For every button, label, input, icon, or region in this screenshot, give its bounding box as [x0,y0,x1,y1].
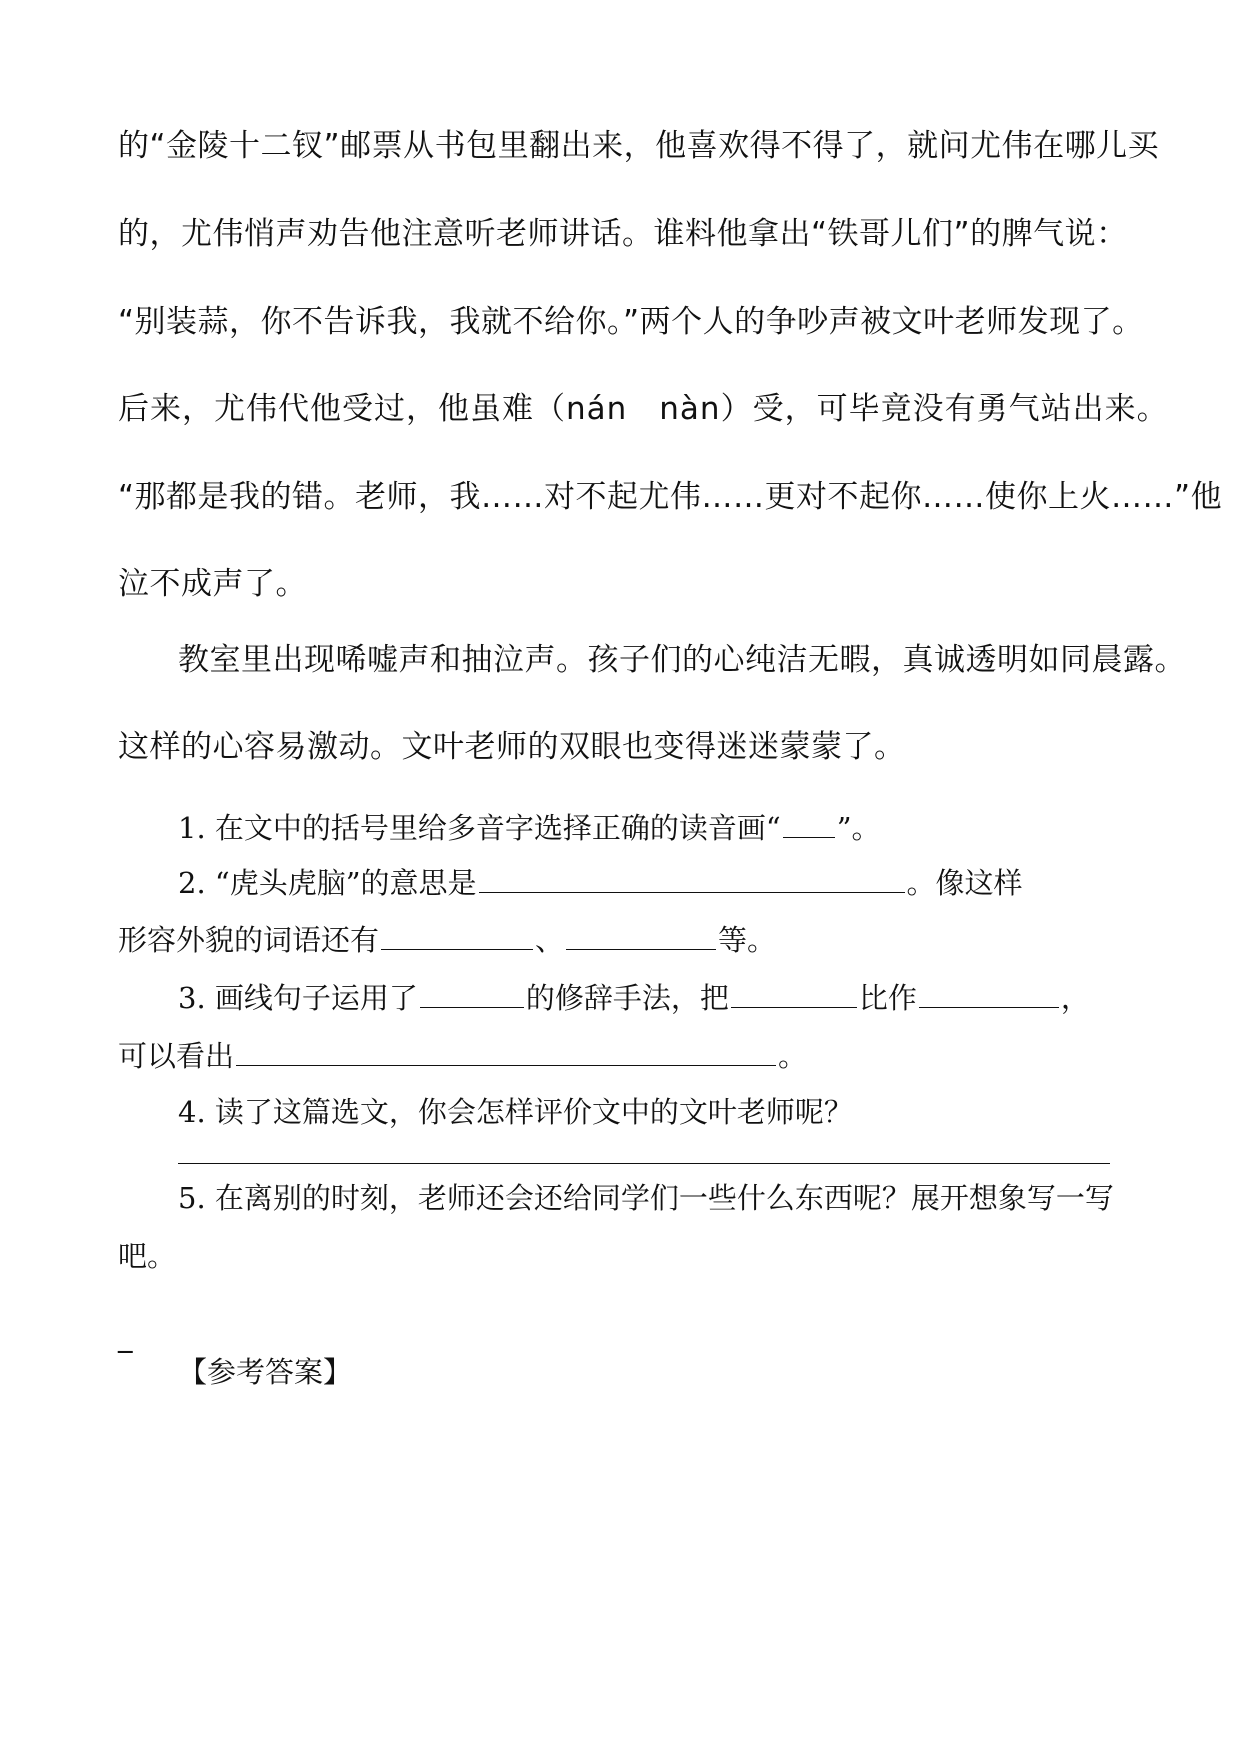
question-1 [118,807,1188,848]
passage-line-8: 这样的心容易激动。文叶老师的双眼也变得迷迷蒙蒙了。 [118,729,906,765]
passage-line-7: 教室里出现唏嘘声和抽泣声。孩子们的心纯洁无暇，真诚透明如同晨露。 [178,642,1186,678]
question-3-text-end: ， [1060,981,1090,1015]
passage-line-6: 泣不成声了。 [118,566,307,602]
question-2-line-2 [118,919,1128,960]
question-5 [118,1178,1188,1218]
question-2-word-blank-1[interactable] [381,919,533,950]
question-1-text-end: ”。 [836,811,881,845]
question-3-line-2-end: 。 [778,1039,808,1073]
question-2-line-2-end: 等。 [718,923,777,957]
question-2 [118,862,1188,903]
question-1-text: 1. 在文中的括号里给多音字选择正确的读音画“ [178,811,781,845]
question-5-line-2 [118,1236,1128,1276]
passage-line-4: 后来，尤伟代他受过，他虽难（nán nàn）受，可毕竟没有勇气站出来。 [118,391,1169,427]
question-2-text: 2. “虎头虎脑”的意思是 [178,866,477,900]
question-3 [118,977,1188,1018]
passage-line-2: 的，尤伟悄声劝告他注意听老师讲话。谁料他拿出“铁哥儿们”的脾气说： [118,216,1128,252]
question-3-subject-blank[interactable] [731,977,857,1008]
question-5-text: 5. 在离别的时刻，老师还会还给同学们一些什么东西呢？展开想象写一写 [178,1181,1114,1215]
question-3-rhetoric-blank[interactable] [420,977,524,1008]
question-5-line-2-text: 吧。 [118,1239,177,1273]
question-3-conclusion-blank[interactable] [236,1035,776,1066]
question-3-text-mid-1: 的修辞手法，把 [525,981,729,1015]
question-4-answer-line[interactable] [178,1163,1110,1164]
question-3-line-2 [118,1035,1128,1076]
question-2-separator: 、 [535,923,565,957]
passage-line-3: “别装蒜，你不告诉我，我就不给你。”两个人的争吵声被文叶老师发现了。 [118,304,1144,340]
stray-underscore-mark: _ [118,1319,133,1353]
question-3-text-mid-2: 比作 [858,981,917,1015]
answer-heading: 【参考答案】 [178,1355,353,1389]
question-3-text: 3. 画线句子运用了 [178,981,418,1015]
passage-line-1: 的“金陵十二钗”邮票从书包里翻出来，他喜欢得不得了，就问尤伟在哪儿买 [118,128,1160,164]
question-4 [118,1092,1188,1132]
question-4-text: 4. 读了这篇选文，你会怎样评价文中的文叶老师呢？ [178,1095,853,1129]
question-2-meaning-blank[interactable] [479,862,905,893]
passage-line-5: “那都是我的错。老师，我……对不起尤伟……更对不起你……使你上火……”他 [118,479,1223,515]
question-1-blank[interactable] [783,807,835,838]
question-3-line-2-text: 可以看出 [118,1039,235,1073]
question-2-line-2-text: 形容外貌的词语还有 [118,923,380,957]
question-2-text-end: 。像这样 [906,866,1023,900]
question-3-object-blank[interactable] [919,977,1059,1008]
question-2-word-blank-2[interactable] [566,919,716,950]
